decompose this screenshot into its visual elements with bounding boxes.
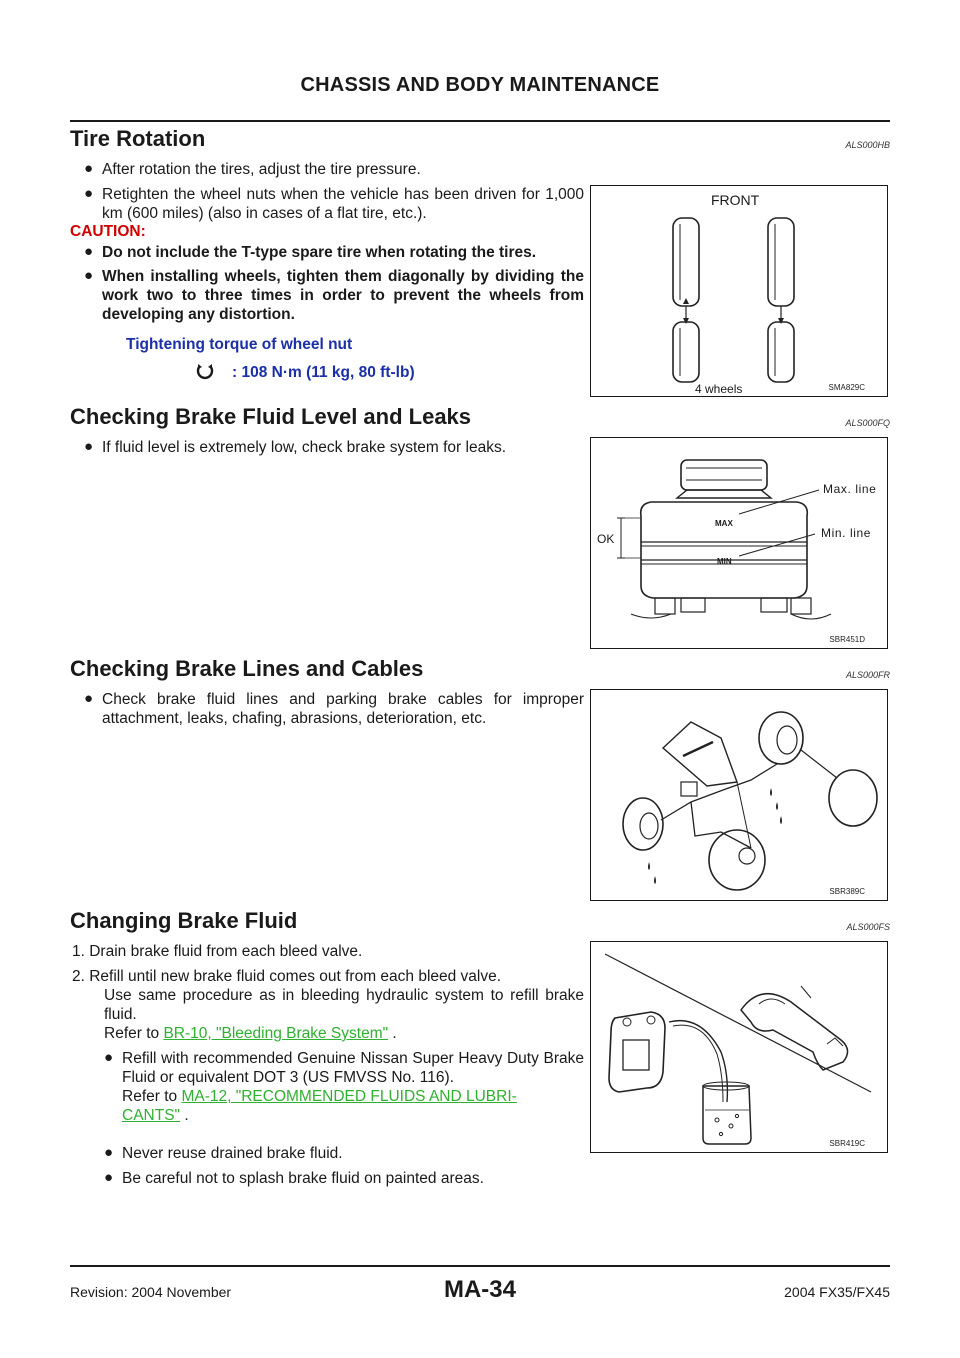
list-item: ● Never reuse drained brake fluid. [104, 1144, 343, 1162]
section-code: ALS000FR [845, 670, 890, 680]
footer-revision: Revision: 2004 November [70, 1284, 232, 1300]
footer-divider [70, 1265, 890, 1267]
figure-label-ok: OK [597, 532, 615, 546]
list-item: ● Do not include the T-type spare tire when rotating the tires. [84, 243, 537, 261]
figure-label-min: MIN [717, 557, 732, 566]
step-2: 2. Refill until new brake fluid comes out from each bleed valve. [72, 968, 502, 985]
bullet-icon: ● [84, 243, 94, 260]
figure-label-max-line: Max. line [823, 482, 877, 496]
refer-line-1: Refer to BR-10, "Bleeding Brake System" . [104, 1025, 397, 1042]
section-code: ALS000FQ [845, 418, 890, 428]
brake-lines-figure [590, 689, 888, 901]
tire-rotation-figure [590, 185, 888, 397]
figure-label-min-line: Min. line [821, 526, 872, 540]
link-recommended-fluids[interactable]: MA-12, "RECOMMENDED FLUIDS AND LUBRI- [181, 1088, 517, 1105]
figure-code: SBR389C [829, 887, 865, 896]
figure-code: SBR419C [829, 1139, 865, 1148]
caution-label: CAUTION: [70, 223, 146, 240]
footer-model: 2004 FX35/FX45 [784, 1284, 890, 1300]
list-item: ● Check brake fluid lines and parking brake cables for improper attachment, leaks, chafing, abrasions, deterioration, etc. [84, 690, 584, 727]
bullet-icon: ● [84, 185, 94, 202]
page-number: MA-34 [443, 1276, 516, 1303]
list-item: ● Refill with recommended Genuine Nissan Super Heavy Duty Brake Fluid or equivalent DOT 3 (US FMVSS No. 116). Refer to MA-12, "RECOMMENDED FLUIDS AND LUBRI- CANTS" . [104, 1049, 584, 1124]
bullet-icon: ● [84, 267, 94, 284]
figure-label-max: MAX [715, 519, 733, 528]
bullet-icon: ● [84, 438, 94, 455]
bullet-icon: ● [84, 160, 94, 177]
section-title-fluid-level: Checking Brake Fluid Level and Leaks [70, 404, 472, 429]
torque-label: Tightening torque of wheel nut [126, 336, 353, 353]
section-code: ALS000HB [845, 140, 890, 150]
link-recommended-fluids-cont[interactable]: CANTS" [122, 1107, 181, 1124]
list-item: ● Be careful not to splash brake fluid on painted areas. [104, 1169, 484, 1187]
bullet-icon: ● [104, 1169, 114, 1186]
bullet-icon: ● [104, 1049, 114, 1066]
list-item: ● When installing wheels, tighten them diagonally by dividing the work two to three times in order to prevent the wheels from developing any distortion. [84, 267, 584, 323]
bullet-icon: ● [84, 690, 94, 707]
step-1: 1. Drain brake fluid from each bleed valve. [72, 943, 363, 960]
section-title-tire-rotation: Tire Rotation [70, 126, 206, 151]
brake-reservoir-figure [590, 437, 888, 649]
page-header-title: CHASSIS AND BODY MAINTENANCE [300, 74, 660, 96]
link-bleeding-brake-system[interactable]: BR-10, "Bleeding Brake System" [163, 1025, 389, 1042]
figure-label-wheels: 4 wheels [695, 382, 743, 396]
figure-label-front: FRONT [711, 192, 760, 208]
list-item: ● Retighten the wheel nuts when the vehicle has been driven for 1,000 km (600 miles) (also in cases of a flat tire, etc.). [84, 185, 584, 222]
list-item: ● After rotation the tires, adjust the tire pressure. [84, 160, 421, 178]
list-item: ● If fluid level is extremely low, check brake system for leaks. [84, 438, 507, 456]
torque-value: : 108 N·m (11 kg, 80 ft-lb) [232, 364, 415, 381]
torque-wrench-icon [196, 363, 214, 381]
section-title-brake-lines: Checking Brake Lines and Cables [70, 656, 424, 681]
bullet-icon: ● [104, 1144, 114, 1161]
brake-bleeding-figure [590, 941, 888, 1153]
header-divider [70, 120, 890, 122]
figure-code: SMA829C [828, 383, 865, 392]
figure-code: SBR451D [829, 635, 865, 644]
section-title-changing-fluid: Changing Brake Fluid [70, 908, 298, 933]
step-2-detail: Use same procedure as in bleeding hydraulic system to refill brake fluid. [104, 987, 584, 1023]
section-code: ALS000FS [846, 922, 890, 932]
